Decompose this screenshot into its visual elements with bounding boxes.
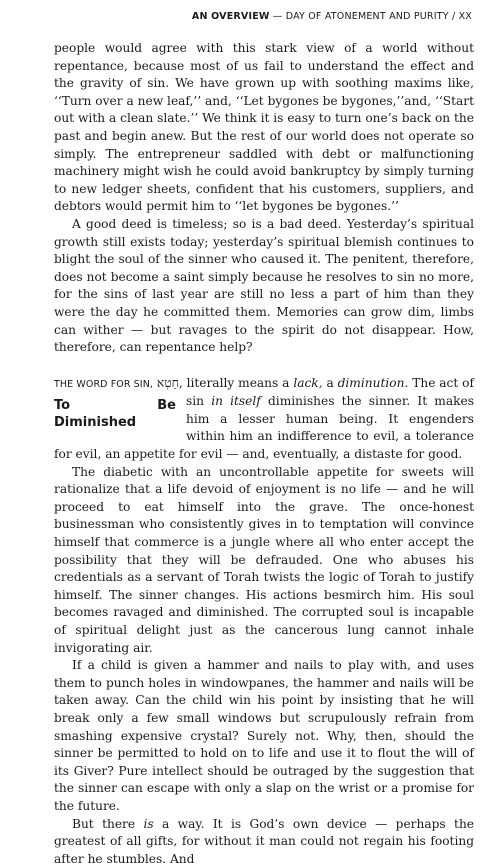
paragraph-5: If a child is given a hammer and nails to play with, and uses them to punch holes in windowpanes, the hammer and nails will be taken away. Can the child win his point by insisting that he will break only a few small windows but scrupulously refrain from smashing expensive crystal? Surely not. Why, then, should the sinner be permitted to hold on to life and use it to flout the will of its Giver? Pure intellect should be outraged by the suggestion that the sinner can escape with only a slap on the wrist or a promise for the future. — [54, 658, 474, 813]
paragraph-6 — [54, 816, 474, 868]
section-heading: To Be Diminished — [54, 398, 176, 431]
p6-text-2: a way. It is God’s own device — perhaps the greatest of all gifts, for without it man could not regain his footing after he stumbles. And — [54, 816, 475, 866]
p6-italic-1: is — [143, 816, 154, 831]
running-head-title: AN OVERVIEW — [191, 11, 270, 22]
paragraph-4: The diabetic with an uncontrollable appetite for sweets will rationalize that a life devoid of enjoyment is no life — and he will proceed to eat himself into the grave. The once-honest businessman who consistently gives in to temptation will convince himself that commerce is a jungle where all who enter accept the possibility that they will be defrauded. One who abuses his credentials as a servant of Torah twists the logic of Torah to justify himself. The sinner changes. His actions besmirch him. His soul becomes ravaged and diminished. The corrupted soul is incapable of spiritual delight just as the cancerous lung cannot inhale invigorating air. — [54, 464, 474, 655]
p3-text-2: a — [322, 375, 338, 390]
paragraph-2: A good deed is timeless; so is a bad deed. Yesterday’s spiritual growth still exists today; yesterday’s spiritual blemish continues to blight the soul of the sinner who caused it. The penitent, therefore, does not become a saint simply because he resolves to sin no more, for the sins of last year are still no less a part of him than they were the day he committed them. Memories can grow dim, limbs can wither — but ravages to the spirit do not disappear. How, therefore, can repentance help? — [54, 216, 474, 355]
p3-text-1: , literally means a — [178, 375, 294, 390]
p3-italic-2: diminution. — [337, 375, 409, 390]
p3-text-3: The act of sin — [186, 375, 475, 409]
p3-italic-3: in itself — [211, 394, 261, 409]
p6-text-1: But there — [72, 816, 144, 831]
p3-text-4: diminishes the sinner. It makes him a lesser human being. It engenders within him an indifference to evil, a tolerance for evil, an appetite for evil — and, eventually, a distaste for good. — [54, 394, 474, 462]
running-head-separator: / — [448, 11, 459, 22]
body-text — [54, 40, 474, 868]
running-head-dash: — — [269, 11, 286, 22]
paragraph-1: people would agree with this stark view of a world without repentance, because most of us fail to understand the effect and the gravity of sin. We have grown up with soothing maxims like, ‘‘Turn over a new leaf,’’ and, ‘‘Let bygones be bygones,’’and, ‘‘Start out with a clean slate.’’ We think it is easy to turn one’s back on the past and begin anew. But the rest of our world does not operate so simply. The entrepreneur saddled with debt or malfunctioning machinery might wish he could avoid bankruptcy by simply turning to new ledger sheets, confident that his customers, suppliers, and debtors would permit him to ‘‘let bygones be bygones.’’ — [54, 41, 474, 214]
p3-italic-1: lack, — [293, 375, 323, 390]
paragraph-3 — [54, 375, 474, 464]
running-head — [192, 11, 472, 22]
page-number: XX — [458, 11, 472, 22]
hebrew-word: חֵטְא — [156, 375, 179, 390]
running-head-subtitle: DAY OF ATONEMENT AND PURITY — [285, 11, 449, 22]
lead-in-smallcaps: THE WORD FOR SIN, — [54, 378, 154, 390]
